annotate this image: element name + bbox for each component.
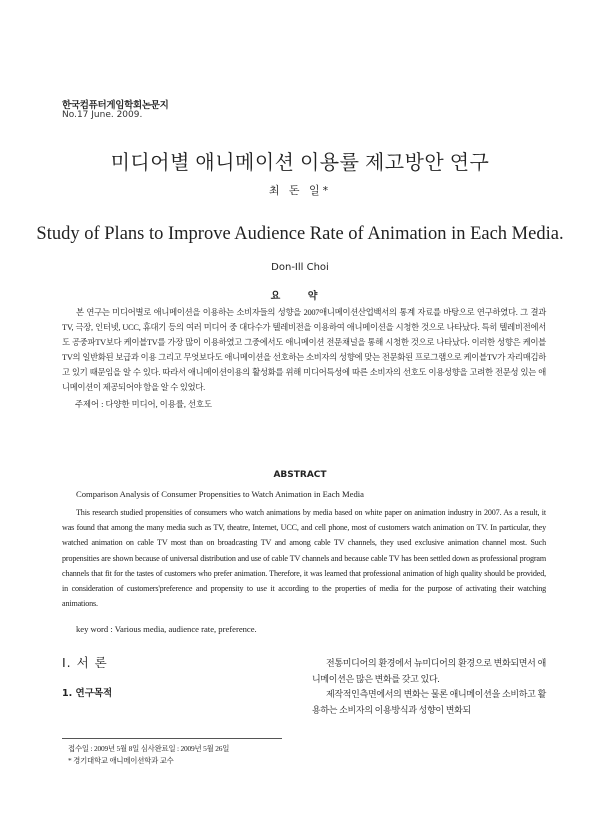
english-author: Don-Ill Choi	[271, 262, 329, 273]
footnote-affiliation: * 경기대학교 애니메이션학과 교수	[68, 756, 174, 765]
english-abstract-heading: ABSTRACT	[273, 470, 327, 480]
footnote-divider	[62, 738, 282, 739]
footnote-dates: 접수일 : 2009년 5월 8일 심사완료일 : 2009년 5월 26일	[68, 744, 230, 753]
right-column-text	[312, 656, 546, 718]
journal-name: 한국컴퓨터게임학회논문지	[62, 100, 169, 111]
section-heading: Ⅰ. 서 론	[62, 655, 108, 670]
english-title: Study of Plans to Improve Audience Rate of Animation in Each Media.	[36, 224, 564, 244]
english-keywords: key word : Various media, audience rate, preference.	[76, 624, 257, 634]
english-abstract-subtitle: Comparison Analysis of Consumer Propensities to Watch Animation in Each Media	[76, 489, 364, 499]
korean-abstract-heading: 요 약	[270, 291, 330, 302]
subsection-heading: 1. 연구목적	[62, 688, 113, 699]
paragraph: 전통미디어의 환경에서 뉴미디어의 환경으로 변화되면서 애니메이션은 많은 변화를 갖고 있다.	[312, 658, 546, 684]
journal-issue: No.17 June. 2009.	[62, 110, 143, 120]
korean-author: 최 돈 일*	[268, 184, 332, 197]
korean-title: 미디어별 애니메이션 이용률 제고방안 연구	[110, 152, 490, 174]
korean-keywords: 주제어 : 다양한 미디어, 이용률, 선호도	[75, 400, 213, 409]
english-abstract-body: This research studied propensities of consumers who watch animations by media based on white paper on animation industry in 2007. As a result, it was found that among the many media such as TV, theatre, Internet, UCC, and cell phone, most of customers watch animation on TV. In particular, they watched animation on cable TV most than on broadcasting TV and among cable TV channels, they used exclusive animation channel most. Such propensities are shown because of universal distribution and use of cable TV channels and because cable TV has been settled down as professional program channels that fit for the tastes of customers who prefer animation. Therefore, it was learned that professional animation of high quality should be provided, in consideration of customers'preference and propensity to use it according to the properties of media for the purpose of activating their watching animations.	[62, 508, 546, 609]
korean-abstract-body: 본 연구는 미디어별로 애니메이션을 이용하는 소비자들의 성향을 2007애니메이션산업백서의 통계 자료를 바탕으로 연구하였다. 그 결과 TV, 극장, 인터넷, UCC, 휴대기 등의 여러 미디어 중 대다수가 텔레비전을 이용하여 애니메이션을 시청한 것으로 나타났다. 특히 텔레비전에서도 공중파TV보다 케이블TV를 가장 많이 이용하였고 그중에서도 애니메이션 전문채널을 통해 시청한 것으로 나타났다. 이러한 성향은 케이블TV의 일반화된 보급과 이용 그리고 무엇보다도 애니메이션을 선호하는 소비자의 성향에 맞는 전문화된 프로그램으로 케이블TV가 자리매김하고 있기 때문임을 알 수 있다. 따라서 애니메이션이용의 활성화를 위해 미디어특성에 따른 소비자의 선호도 이용성향을 고려한 전문성 있는 애니메이션이 제공되어야 함을 알 수 있었다.	[62, 308, 546, 393]
paragraph: 제작적인측면에서의 변화는 물론 애니메이션을 소비하고 활용하는 소비자의 이용방식과 성향이 변화되	[312, 689, 546, 715]
